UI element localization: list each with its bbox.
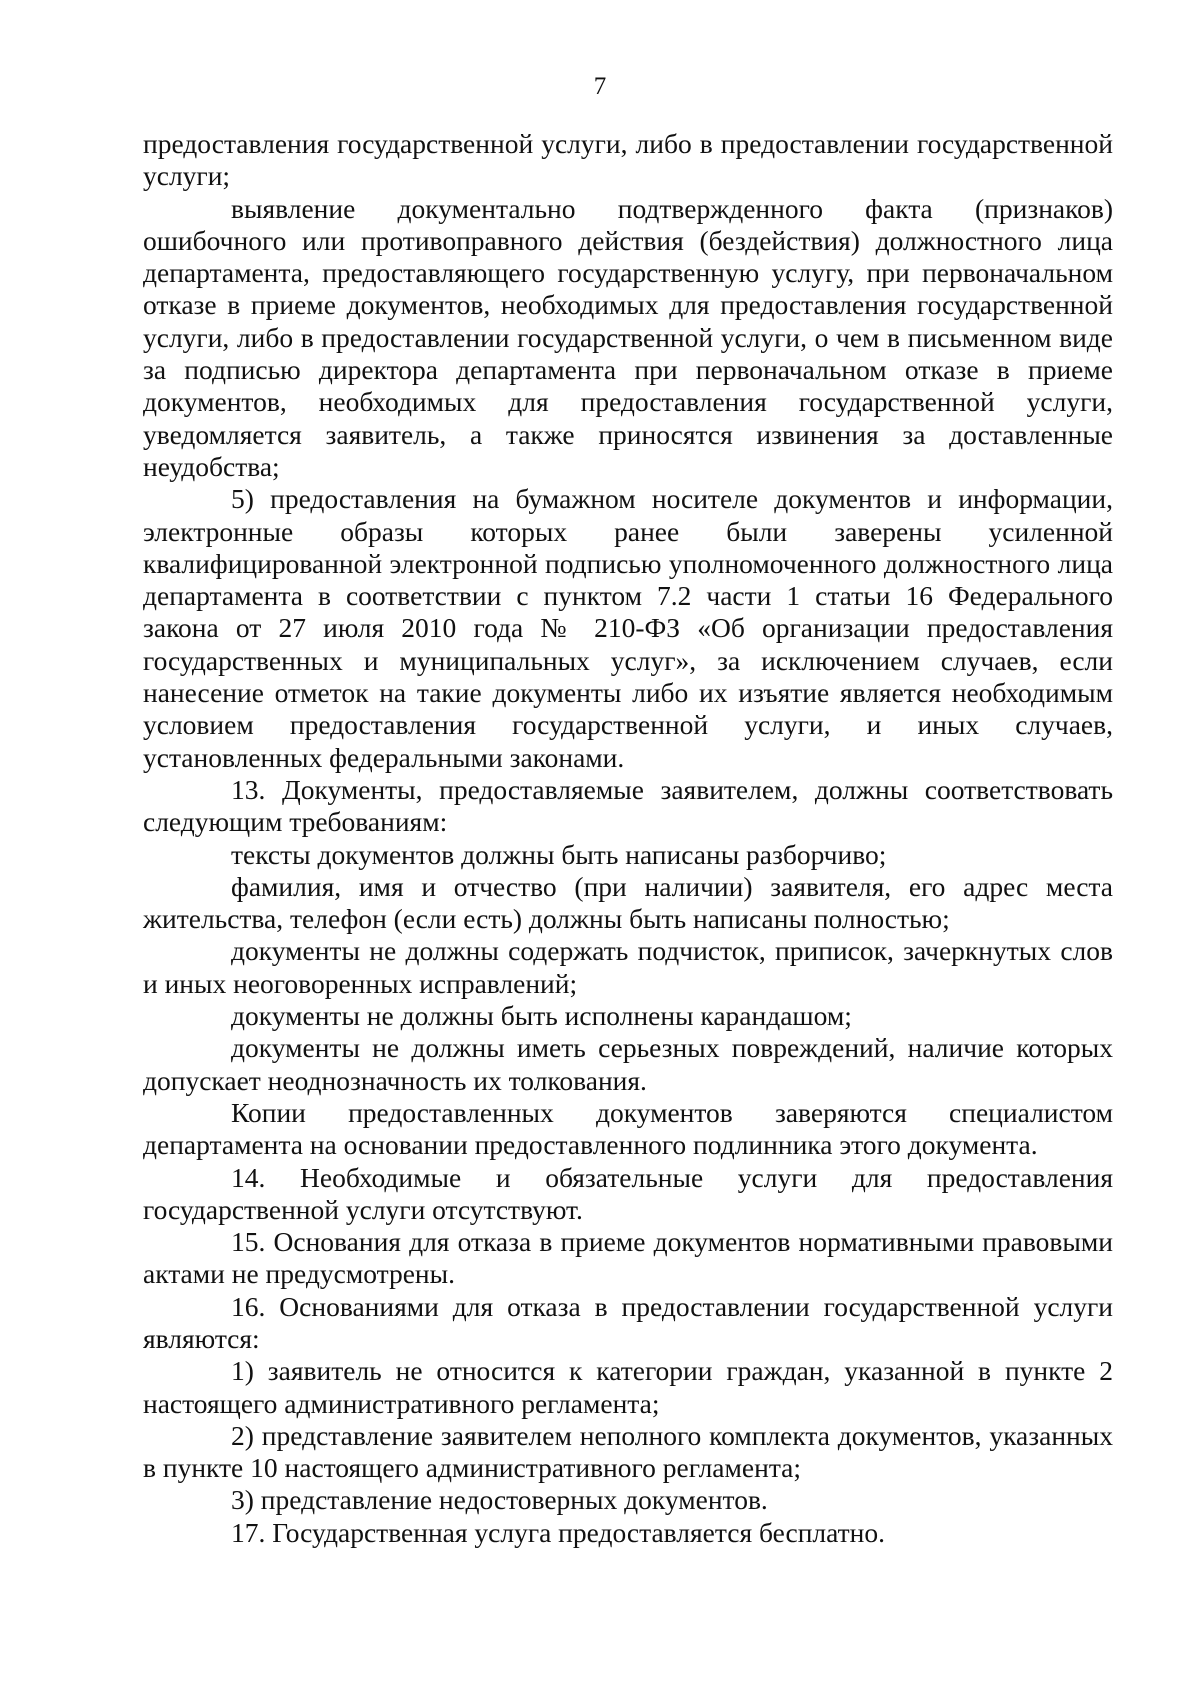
paragraph-copies-certified: Копии предоставленных документов заверяются специалистом департамента на основании предоставленного подлинника этого документа. [143,1096,1113,1161]
paragraph-item-5: 5) предоставления на бумажном носителе документов и информации, электронные образы которых ранее были заверены усиленной квалифицированной электронной подписью уполномоченного должностного лица департамента в соответствии с пунктом 7.2 части 1 статьи 16 Федерального закона от 27 июля 2010 года № 210-ФЗ «Об организации предоставления государственных и муниципальных услуг», за исключением случаев, если нанесение отметок на такие документы либо их изъятие является необходимым условием предоставления государственной услуги, и иных случаев, установленных федеральными законами. [143,483,1113,773]
paragraph-requirement-legible: тексты документов должны быть написаны разборчиво; [231,838,887,870]
paragraph-refusal-3: 3) представление недостоверных документов. [231,1484,768,1516]
paragraph-refusal-2: 2) представление заявителем неполного комплекта документов, указанных в пункте 10 настоящего административного регламента; [143,1419,1113,1484]
paragraph-section-15: 15. Основания для отказа в приеме документов нормативными правовыми актами не предусмотрены. [143,1226,1113,1290]
paragraph-refusal-1: 1) заявитель не относится к категории граждан, указанной в пункте 2 настоящего административного регламента; [143,1355,1113,1419]
paragraph-requirement-full-name: фамилия, имя и отчество (при наличии) заявителя, его адрес места жительства, телефон (если есть) должны быть написаны полностью; [143,870,1113,935]
paragraph-section-16: 16. Основаниями для отказа в предоставлении государственной услуги являются: [143,1290,1113,1354]
paragraph-continuation: предоставления государственной услуги, либо в предоставлении государственной услуги; [143,128,1113,192]
paragraph-section-14: 14. Необходимые и обязательные услуги для предоставления государственной услуги отсутствуют. [143,1161,1113,1225]
paragraph-requirement-no-erasures: документы не должны содержать подчисток, приписок, зачеркнутых слов и иных неоговоренных исправлений; [143,935,1113,999]
paragraph-requirement-no-damage: документы не должны иметь серьезных повреждений, наличие которых допускает неоднозначность их толкования. [143,1032,1113,1096]
paragraph-error-detection: выявление документально подтвержденного факта (признаков) ошибочного или противоправного действия (бездействия) должностного лица департамента, предоставляющего государственную услугу, при первоначальном отказе в приеме документов, необходимых для предоставления государственной услуги, либо в предоставлении государственной услуги, о чем в письменном виде за подписью директора департамента при первоначальном отказе в приеме документов, необходимых для предоставления государственной услуги, уведомляется заявитель, а также приносятся извинения за доставленные неудобства; [143,192,1113,482]
paragraph-requirement-no-pencil: документы не должны быть исполнены карандашом; [231,1000,852,1032]
document-body [143,128,1113,1549]
paragraph-section-17: 17. Государственная услуга предоставляется бесплатно. [231,1516,885,1548]
paragraph-section-13: 13. Документы, предоставляемые заявителем, должны соответствовать следующим требованиям: [143,773,1113,838]
page-number: 7 [593,73,607,100]
